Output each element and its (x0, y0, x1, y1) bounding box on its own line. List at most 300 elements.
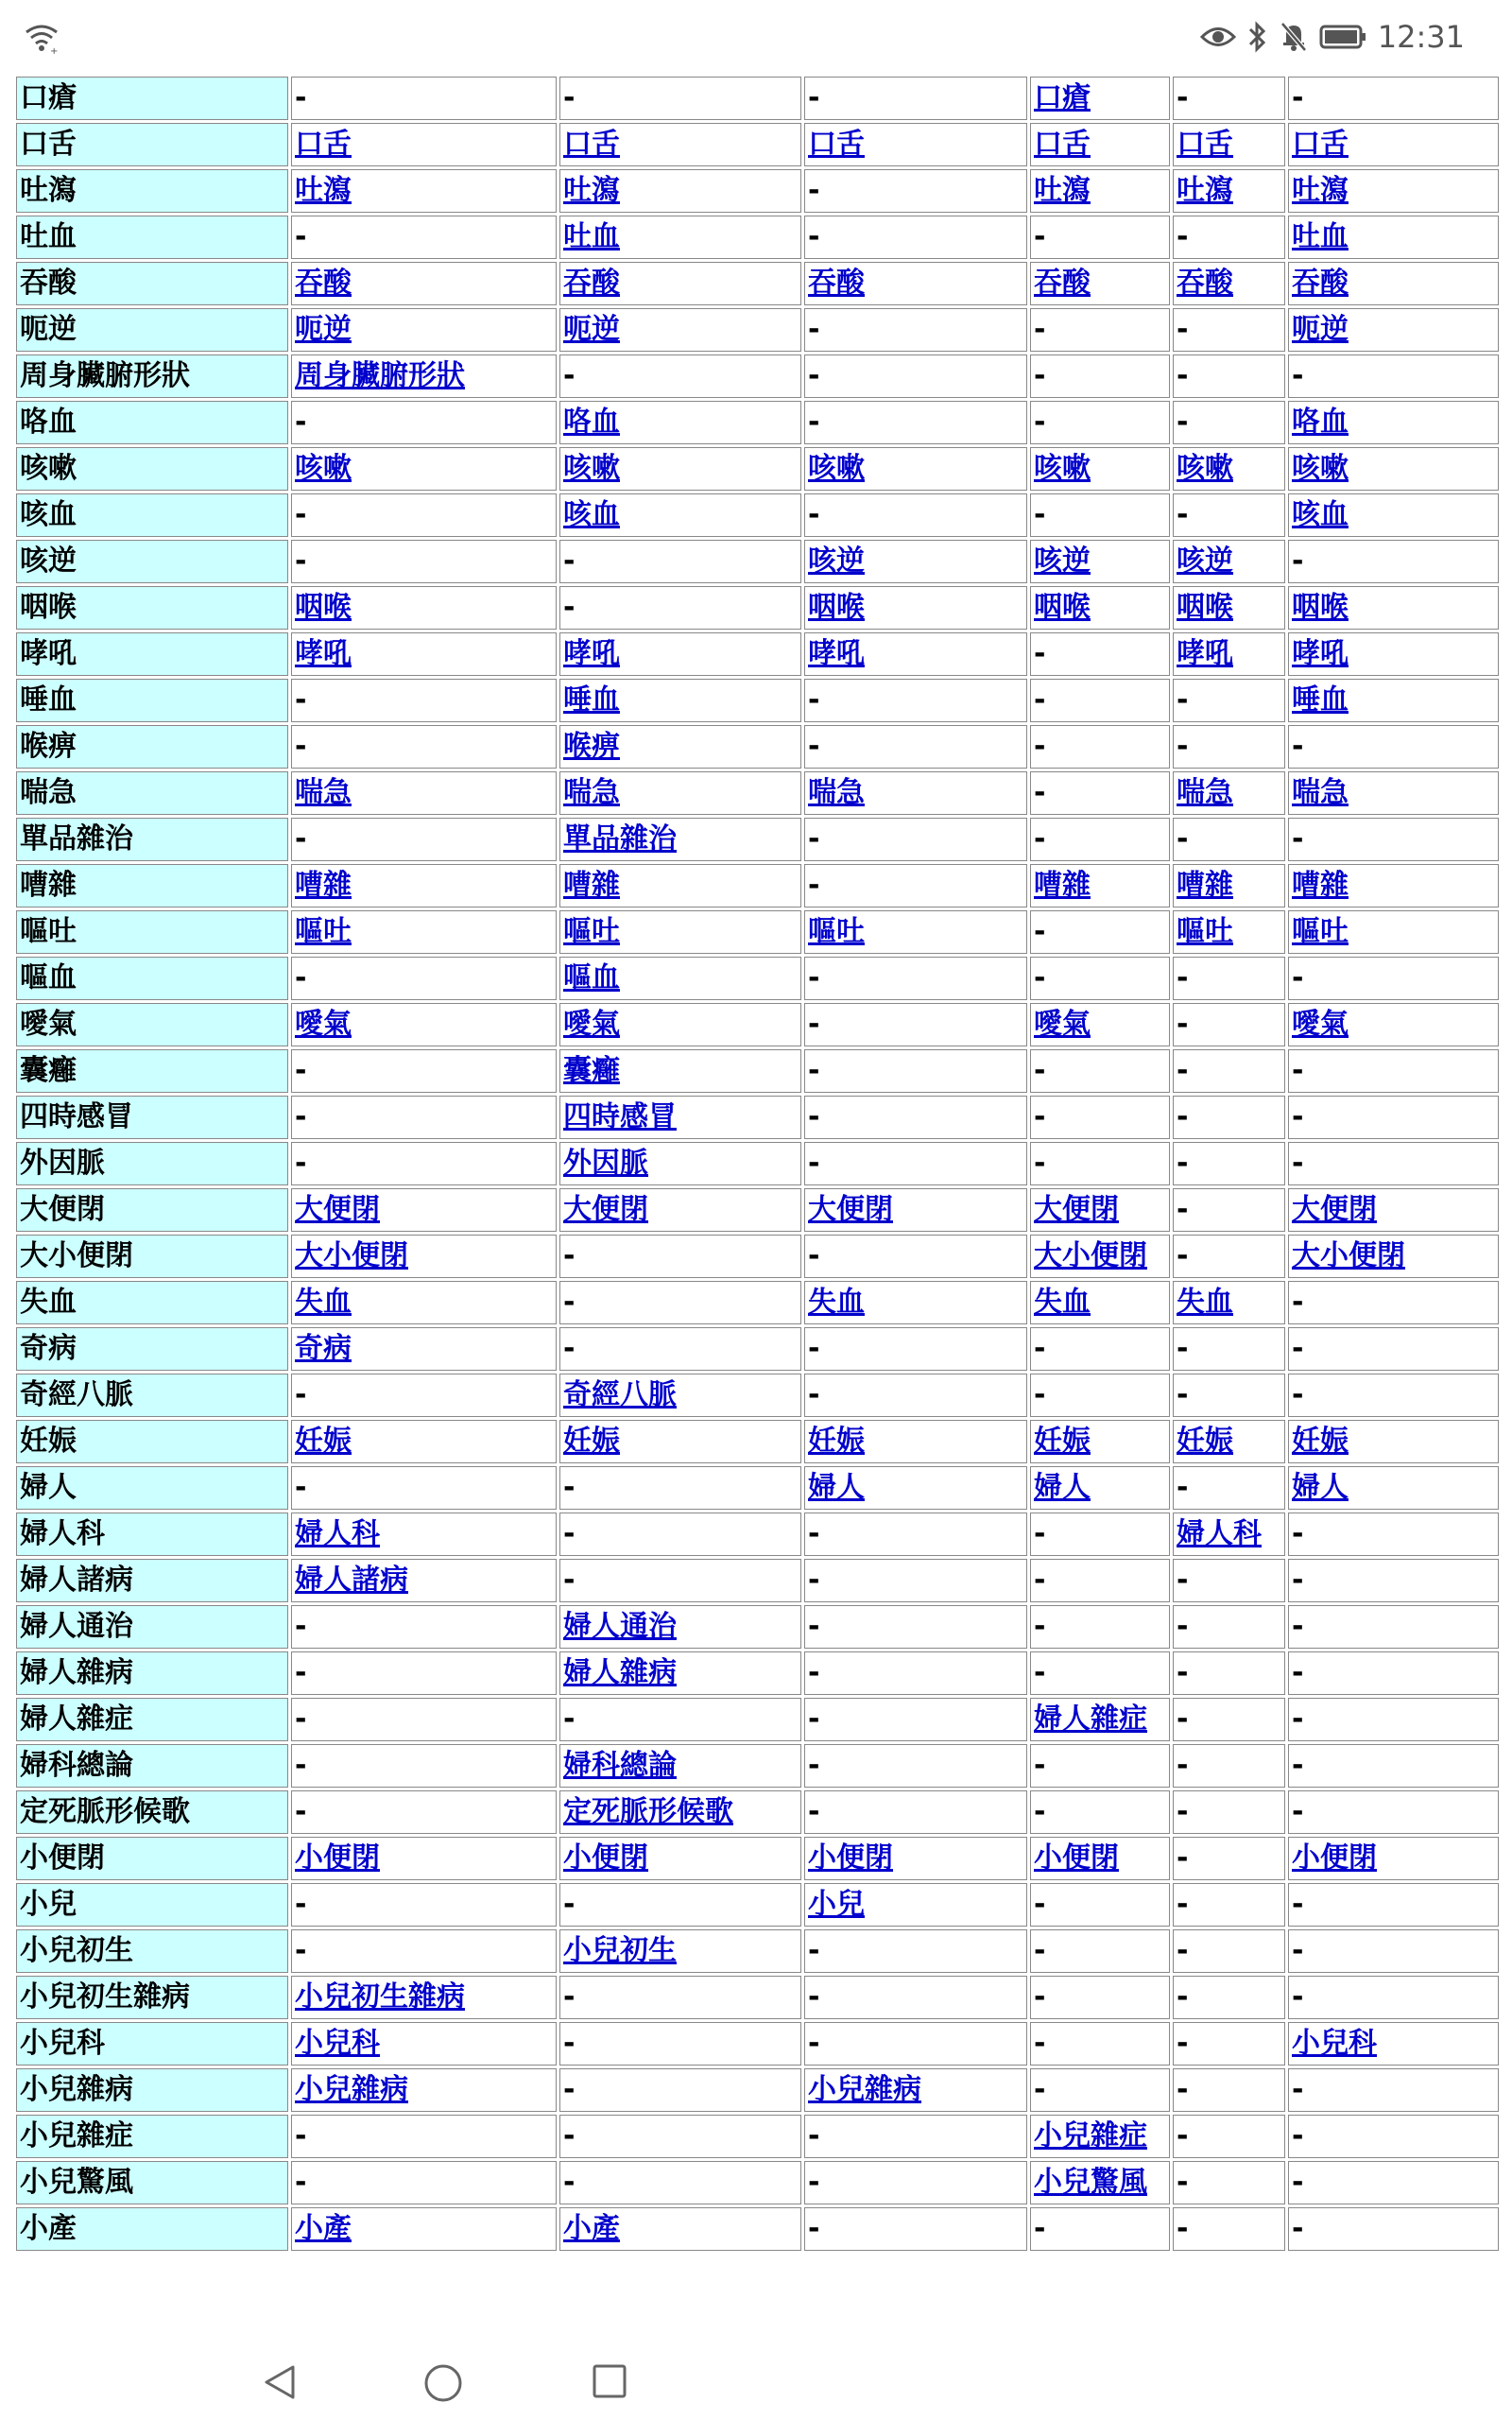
term-link[interactable]: 嘈雜 (1034, 869, 1091, 902)
empty-cell-dash: - (1177, 406, 1189, 439)
back-icon[interactable] (261, 2363, 299, 2401)
table-cell (1030, 262, 1170, 305)
table-cell (1288, 2115, 1499, 2158)
row-term: 喘急 (16, 771, 288, 815)
table-row (16, 1559, 1499, 1602)
term-link[interactable]: 咽喉 (1292, 591, 1349, 624)
empty-cell-dash: - (563, 1888, 576, 1921)
table-cell (559, 2068, 801, 2112)
term-link[interactable]: 外因脈 (563, 1147, 648, 1180)
term-link[interactable]: 大便閉 (808, 1193, 893, 1226)
table-cell (1288, 1976, 1499, 2019)
term-link[interactable]: 大小便閉 (295, 1239, 408, 1272)
term-link[interactable]: 哮吼 (1177, 637, 1233, 670)
table-cell (559, 1281, 801, 1324)
table-cell (1288, 910, 1499, 954)
term-link[interactable]: 小便閉 (808, 1841, 893, 1875)
table-cell (1030, 1929, 1170, 1973)
term-link[interactable]: 呃逆 (563, 313, 620, 346)
term-link[interactable]: 妊娠 (808, 1425, 865, 1458)
row-term: 小兒 (16, 1883, 288, 1927)
term-link[interactable]: 小兒科 (295, 2027, 380, 2060)
term-link[interactable]: 噯氣 (1034, 1008, 1091, 1041)
empty-cell-dash: - (808, 1332, 820, 1365)
table-cell (1173, 632, 1285, 676)
table-cell (1173, 1188, 1285, 1232)
table-cell (291, 493, 557, 537)
table-cell (559, 1374, 801, 1417)
table-row (16, 1744, 1499, 1788)
table-cell (559, 354, 801, 398)
table-cell (559, 1837, 801, 1880)
empty-cell-dash: - (1034, 2073, 1046, 2106)
term-link[interactable]: 吐血 (1292, 220, 1349, 253)
empty-cell-dash: - (1034, 1517, 1046, 1550)
empty-cell-dash: - (563, 2166, 576, 2199)
empty-cell-dash: - (1292, 81, 1304, 114)
table-row (16, 123, 1499, 166)
table-cell (291, 1466, 557, 1510)
term-link[interactable]: 嘔吐 (563, 915, 620, 948)
table-cell (291, 818, 557, 861)
term-link[interactable]: 咳血 (1292, 498, 1349, 531)
empty-cell-dash: - (1292, 1703, 1304, 1736)
table-cell (1173, 1651, 1285, 1695)
term-link[interactable]: 失血 (1177, 1286, 1233, 1319)
table-cell (291, 216, 557, 259)
term-link[interactable]: 吐血 (563, 220, 620, 253)
term-link[interactable]: 大小便閉 (1034, 1239, 1147, 1272)
table-cell (559, 1235, 801, 1278)
row-term: 嘔吐 (16, 910, 288, 954)
term-link[interactable]: 咳嗽 (1034, 452, 1091, 485)
empty-cell-dash: - (1292, 2073, 1304, 2106)
term-link[interactable]: 妊娠 (295, 1425, 352, 1458)
term-link[interactable]: 哮吼 (808, 637, 865, 670)
table-cell (1030, 864, 1170, 908)
table-cell (804, 540, 1027, 583)
table-cell (804, 1929, 1027, 1973)
table-cell (1030, 77, 1170, 120)
term-link[interactable]: 咯血 (563, 406, 620, 439)
term-link[interactable]: 小便閉 (295, 1841, 380, 1875)
table-cell (1288, 1049, 1499, 1093)
term-link[interactable]: 口舌 (1177, 128, 1233, 161)
table-cell (804, 818, 1027, 861)
table-cell (1173, 1142, 1285, 1185)
term-link[interactable]: 吞酸 (1177, 267, 1233, 300)
table-cell (1288, 2022, 1499, 2066)
row-term: 吐瀉 (16, 169, 288, 213)
term-link[interactable]: 唾血 (563, 683, 620, 717)
term-link[interactable]: 大便閉 (1292, 1193, 1377, 1226)
term-link[interactable]: 喘急 (1292, 776, 1349, 809)
term-link[interactable]: 小兒 (808, 1888, 865, 1921)
table-cell (1173, 1235, 1285, 1278)
table-row (16, 957, 1499, 1000)
empty-cell-dash: - (563, 1471, 576, 1504)
term-link[interactable]: 吞酸 (1292, 267, 1349, 300)
term-link[interactable]: 嘔吐 (1177, 915, 1233, 948)
table-cell (559, 1929, 801, 1973)
term-link[interactable]: 小兒雜症 (1034, 2119, 1147, 2152)
table-cell (291, 725, 557, 769)
term-link[interactable]: 吞酸 (1034, 267, 1091, 300)
navigation-bar (0, 2344, 1512, 2420)
row-term: 婦人雜病 (16, 1651, 288, 1695)
empty-cell-dash: - (1177, 1054, 1189, 1087)
term-link[interactable]: 吐瀉 (295, 174, 352, 207)
term-link[interactable]: 小兒初生 (563, 1934, 677, 1967)
table-cell (804, 1142, 1027, 1185)
table-cell (804, 1651, 1027, 1695)
term-link[interactable]: 咽喉 (295, 591, 352, 624)
term-link[interactable]: 吐瀉 (563, 174, 620, 207)
term-link[interactable]: 婦人 (1034, 1471, 1091, 1504)
term-link[interactable]: 婦人雜症 (1034, 1703, 1147, 1736)
term-link[interactable]: 嘔血 (563, 961, 620, 994)
table-row (16, 1049, 1499, 1093)
term-link[interactable]: 奇病 (295, 1332, 352, 1365)
row-term: 四時感冒 (16, 1096, 288, 1139)
table-row (16, 1096, 1499, 1139)
term-link[interactable]: 嘈雜 (563, 869, 620, 902)
term-link[interactable]: 咽喉 (1177, 591, 1233, 624)
term-link[interactable]: 嘈雜 (295, 869, 352, 902)
empty-cell-dash: - (295, 1100, 307, 1133)
term-link[interactable]: 小兒驚風 (1034, 2166, 1147, 2199)
term-link[interactable]: 小兒雜病 (295, 2073, 408, 2106)
term-link[interactable]: 婦人 (808, 1471, 865, 1504)
empty-cell-dash: - (563, 2119, 576, 2152)
table-cell (804, 725, 1027, 769)
table-cell (1030, 1790, 1170, 1834)
term-link[interactable]: 妊娠 (1177, 1425, 1233, 1458)
table-cell (1288, 2068, 1499, 2112)
table-cell (291, 1698, 557, 1741)
term-link[interactable]: 妊娠 (1292, 1425, 1349, 1458)
empty-cell-dash: - (1034, 406, 1046, 439)
table-cell (291, 308, 557, 352)
term-link[interactable]: 口瘡 (1034, 81, 1091, 114)
table-cell (291, 169, 557, 213)
term-link[interactable]: 噯氣 (1292, 1008, 1349, 1041)
table-row (16, 1374, 1499, 1417)
empty-cell-dash: - (1177, 1100, 1189, 1133)
term-link[interactable]: 哮吼 (295, 637, 352, 670)
table-cell (804, 447, 1027, 491)
term-link[interactable]: 口舌 (808, 128, 865, 161)
empty-cell-dash: - (295, 730, 307, 763)
empty-cell-dash: - (1034, 1795, 1046, 1828)
empty-cell-dash: - (1034, 1147, 1046, 1180)
table-cell (291, 540, 557, 583)
empty-cell-dash: - (563, 591, 576, 624)
term-link[interactable]: 喘急 (563, 776, 620, 809)
row-term: 吞酸 (16, 262, 288, 305)
empty-cell-dash: - (808, 498, 820, 531)
empty-cell-dash: - (1177, 2212, 1189, 2245)
table-cell (1030, 679, 1170, 722)
recents-icon[interactable] (592, 2363, 627, 2399)
term-link[interactable]: 小產 (295, 2212, 352, 2245)
table-cell (1030, 1744, 1170, 1788)
table-cell (559, 957, 801, 1000)
term-link[interactable]: 小兒雜病 (808, 2073, 921, 2106)
term-link[interactable]: 妊娠 (1034, 1425, 1091, 1458)
term-link[interactable]: 口舌 (1034, 128, 1091, 161)
empty-cell-dash: - (1177, 1564, 1189, 1597)
term-link[interactable]: 四時感冒 (563, 1100, 677, 1133)
term-link[interactable]: 吐瀉 (1177, 174, 1233, 207)
term-link[interactable]: 嘈雜 (1177, 869, 1233, 902)
table-cell (559, 1003, 801, 1046)
empty-cell-dash: - (808, 1934, 820, 1967)
term-link[interactable]: 咳逆 (1177, 544, 1233, 578)
table-cell (559, 2115, 801, 2158)
term-link[interactable]: 哮吼 (563, 637, 620, 670)
row-term: 咳嗽 (16, 447, 288, 491)
table-cell (1288, 1420, 1499, 1463)
table-cell (1288, 1790, 1499, 1834)
term-link[interactable]: 吞酸 (808, 267, 865, 300)
term-link[interactable]: 失血 (808, 1286, 865, 1319)
home-icon[interactable] (423, 2363, 463, 2403)
term-link[interactable]: 單品雜治 (563, 822, 677, 856)
term-link[interactable]: 奇經八脈 (563, 1378, 677, 1411)
term-link[interactable]: 噯氣 (563, 1008, 620, 1041)
term-link[interactable]: 咽喉 (808, 591, 865, 624)
row-term: 小兒初生 (16, 1929, 288, 1973)
term-link[interactable]: 嘔吐 (1292, 915, 1349, 948)
table-cell (559, 1744, 801, 1788)
table-cell (1173, 1281, 1285, 1324)
term-link[interactable]: 婦人雜病 (563, 1656, 677, 1689)
table-cell (1288, 354, 1499, 398)
table-cell (1288, 1003, 1499, 1046)
table-cell (1288, 632, 1499, 676)
table-cell (1030, 2068, 1170, 2112)
table-cell (1173, 262, 1285, 305)
table-cell (1173, 2068, 1285, 2112)
table-row (16, 1837, 1499, 1880)
table-cell (1030, 1235, 1170, 1278)
row-term: 外因脈 (16, 1142, 288, 1185)
empty-cell-dash: - (1292, 2119, 1304, 2152)
term-link[interactable]: 婦人科 (1177, 1517, 1262, 1550)
empty-cell-dash: - (1292, 730, 1304, 763)
term-link[interactable]: 唾血 (1292, 683, 1349, 717)
term-link[interactable]: 喘急 (1177, 776, 1233, 809)
term-link[interactable]: 喘急 (295, 776, 352, 809)
table-cell (291, 1142, 557, 1185)
term-link[interactable]: 咳嗽 (295, 452, 352, 485)
row-term: 小兒驚風 (16, 2161, 288, 2204)
term-link[interactable]: 喉痹 (563, 730, 620, 763)
table-cell (1173, 1466, 1285, 1510)
table-cell (291, 1559, 557, 1602)
term-link[interactable]: 吐瀉 (1292, 174, 1349, 207)
term-link[interactable]: 呃逆 (1292, 313, 1349, 346)
term-link[interactable]: 小便閉 (1034, 1841, 1119, 1875)
term-link[interactable]: 婦科總論 (563, 1749, 677, 1782)
table-cell (291, 957, 557, 1000)
empty-cell-dash: - (1292, 1980, 1304, 2014)
table-cell (1288, 957, 1499, 1000)
table-cell (1288, 771, 1499, 815)
empty-cell-dash: - (808, 313, 820, 346)
row-term: 喉痹 (16, 725, 288, 769)
empty-cell-dash: - (295, 81, 307, 114)
table-cell (1288, 1698, 1499, 1741)
term-link[interactable]: 嘔吐 (808, 915, 865, 948)
empty-cell-dash: - (1292, 1656, 1304, 1689)
term-link[interactable]: 口舌 (563, 128, 620, 161)
table-cell (1030, 771, 1170, 815)
empty-cell-dash: - (1177, 822, 1189, 856)
term-link[interactable]: 咳嗽 (1292, 452, 1349, 485)
term-link[interactable]: 咳嗽 (808, 452, 865, 485)
term-link[interactable]: 大便閉 (1034, 1193, 1119, 1226)
table-cell (559, 493, 801, 537)
term-link[interactable]: 周身臟腑形狀 (295, 359, 465, 392)
empty-cell-dash: - (1177, 81, 1189, 114)
table-row (16, 1976, 1499, 2019)
table-cell (559, 1698, 801, 1741)
table-cell (1173, 1698, 1285, 1741)
term-link[interactable]: 失血 (295, 1286, 352, 1319)
table-cell (1030, 910, 1170, 954)
table-row (16, 1929, 1499, 1973)
table-cell (1173, 540, 1285, 583)
empty-cell-dash: - (808, 1517, 820, 1550)
term-link[interactable]: 口舌 (1292, 128, 1349, 161)
term-link[interactable]: 大小便閉 (1292, 1239, 1405, 1272)
table-cell (1173, 77, 1285, 120)
table-cell (559, 1466, 801, 1510)
term-link[interactable]: 咳血 (563, 498, 620, 531)
table-cell (291, 2068, 557, 2112)
table-row (16, 308, 1499, 352)
term-link[interactable]: 咳逆 (1034, 544, 1091, 578)
empty-cell-dash: - (1034, 1054, 1046, 1087)
table-row (16, 1512, 1499, 1556)
empty-cell-dash: - (295, 220, 307, 253)
empty-cell-dash: - (1034, 359, 1046, 392)
table-cell (1030, 1883, 1170, 1927)
row-term: 小兒雜病 (16, 2068, 288, 2112)
table-cell (804, 1188, 1027, 1232)
empty-cell-dash: - (1034, 1100, 1046, 1133)
table-cell (1030, 493, 1170, 537)
empty-cell-dash: - (295, 1471, 307, 1504)
term-link[interactable]: 婦人科 (295, 1517, 380, 1550)
table-cell (1030, 354, 1170, 398)
empty-cell-dash: - (1177, 1610, 1189, 1643)
term-link[interactable]: 大便閉 (563, 1193, 648, 1226)
table-row (16, 169, 1499, 213)
empty-cell-dash: - (295, 1610, 307, 1643)
table-cell (1288, 447, 1499, 491)
empty-cell-dash: - (563, 544, 576, 578)
table-cell (1288, 1744, 1499, 1788)
term-link[interactable]: 口舌 (295, 128, 352, 161)
term-link[interactable]: 囊癰 (563, 1054, 620, 1087)
index-table-body (16, 77, 1499, 2251)
term-link[interactable]: 咳嗽 (563, 452, 620, 485)
term-link[interactable]: 喘急 (808, 776, 865, 809)
empty-cell-dash: - (295, 1378, 307, 1411)
term-link[interactable]: 失血 (1034, 1286, 1091, 1319)
table-cell (291, 1096, 557, 1139)
table-cell (1173, 679, 1285, 722)
term-link[interactable]: 咳逆 (808, 544, 865, 578)
term-link[interactable]: 咳嗽 (1177, 452, 1233, 485)
term-link[interactable]: 妊娠 (563, 1425, 620, 1458)
term-link[interactable]: 咽喉 (1034, 591, 1091, 624)
term-link[interactable]: 咯血 (1292, 406, 1349, 439)
term-link[interactable]: 定死脈形候歌 (563, 1795, 733, 1828)
table-cell (1173, 1327, 1285, 1371)
term-link[interactable]: 吞酸 (563, 267, 620, 300)
empty-cell-dash: - (295, 2119, 307, 2152)
empty-cell-dash: - (1034, 915, 1046, 948)
table-cell (804, 1327, 1027, 1371)
term-link[interactable]: 大便閉 (295, 1193, 380, 1226)
empty-cell-dash: - (295, 1934, 307, 1967)
term-link[interactable]: 小便閉 (1292, 1841, 1377, 1875)
term-link[interactable]: 噯氣 (295, 1008, 352, 1041)
term-link[interactable]: 吐瀉 (1034, 174, 1091, 207)
table-cell (291, 2161, 557, 2204)
table-cell (1030, 1837, 1170, 1880)
row-term: 小兒初生雜病 (16, 1976, 288, 2019)
table-cell (1173, 354, 1285, 398)
empty-cell-dash: - (808, 2166, 820, 2199)
empty-cell-dash: - (295, 2166, 307, 2199)
term-link[interactable]: 小兒初生雜病 (295, 1980, 465, 2014)
term-link[interactable]: 呃逆 (295, 313, 352, 346)
term-link[interactable]: 哮吼 (1292, 637, 1349, 670)
term-link[interactable]: 小便閉 (563, 1841, 648, 1875)
table-cell (1173, 216, 1285, 259)
empty-cell-dash: - (1292, 1888, 1304, 1921)
term-link[interactable]: 婦人通治 (563, 1610, 677, 1643)
table-cell (1030, 725, 1170, 769)
empty-cell-dash: - (1292, 1517, 1304, 1550)
table-row (16, 1281, 1499, 1324)
term-link[interactable]: 嘈雜 (1292, 869, 1349, 902)
table-cell (559, 586, 801, 630)
table-cell (291, 1003, 557, 1046)
term-link[interactable]: 嘔吐 (295, 915, 352, 948)
row-term: 婦人 (16, 1466, 288, 1510)
term-link[interactable]: 小產 (563, 2212, 620, 2245)
table-cell (559, 725, 801, 769)
table-cell (1173, 1605, 1285, 1649)
table-cell (1288, 1096, 1499, 1139)
empty-cell-dash: - (1034, 313, 1046, 346)
term-link[interactable]: 婦人 (1292, 1471, 1349, 1504)
table-cell (559, 679, 801, 722)
table-cell (1030, 1559, 1170, 1602)
table-cell (804, 216, 1027, 259)
table-row (16, 818, 1499, 861)
term-link[interactable]: 吞酸 (295, 267, 352, 300)
empty-cell-dash: - (808, 1980, 820, 2014)
term-link[interactable]: 小兒科 (1292, 2027, 1377, 2060)
term-link[interactable]: 婦人諸病 (295, 1564, 408, 1597)
